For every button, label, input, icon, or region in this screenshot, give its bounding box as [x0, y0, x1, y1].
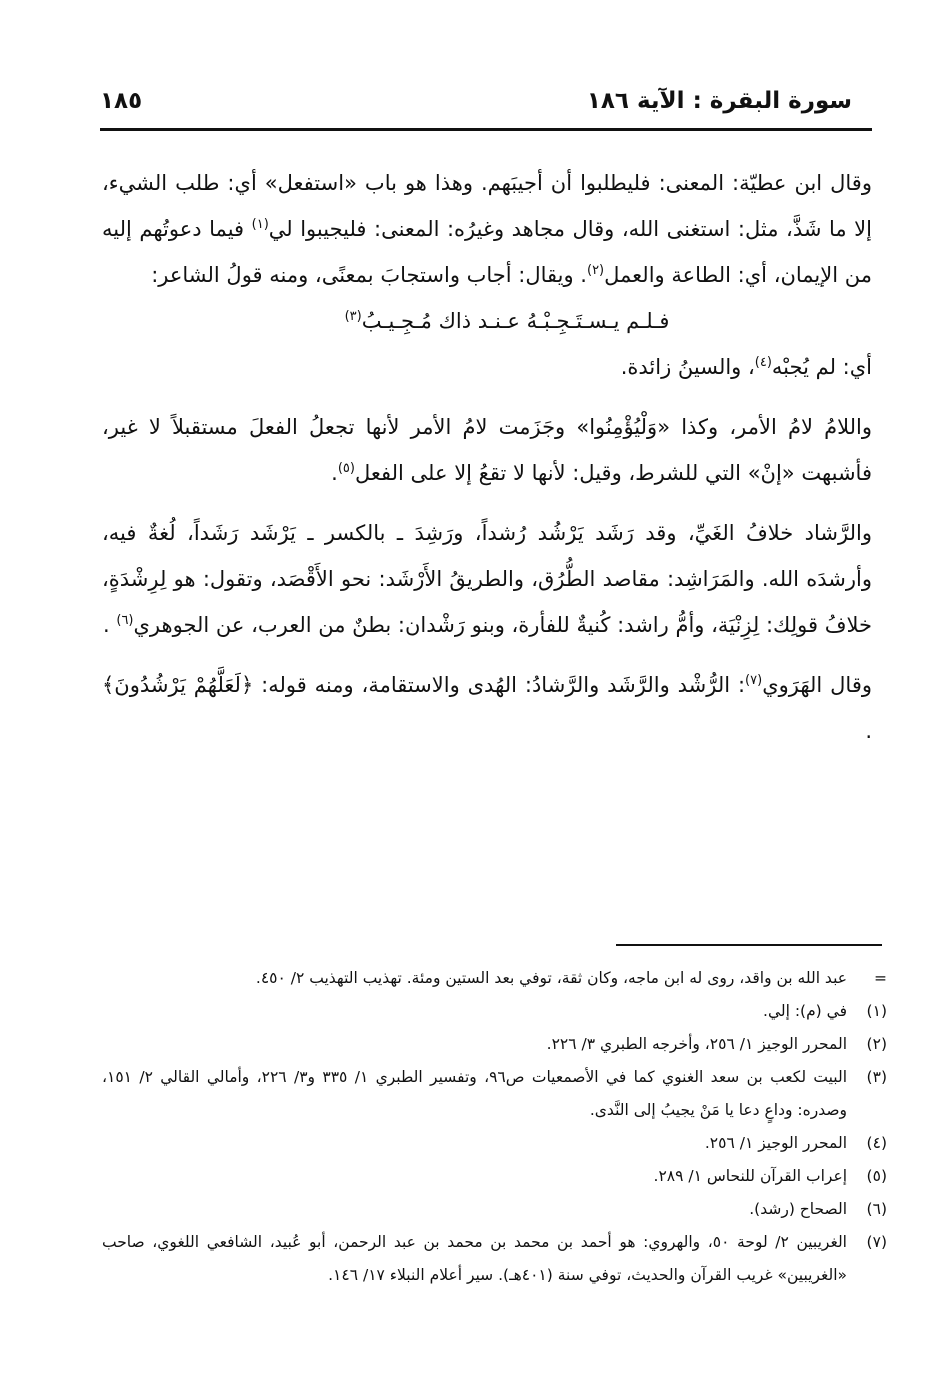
footnote-ref: (٤): [754, 355, 772, 370]
footnote-item: [102, 1028, 887, 1061]
footnote-item: [102, 995, 887, 1028]
paragraph-text: والرَّشاد خلافُ الغَيِّ، وقد رَشَد يَرْشُد رُشداً، ورَشِدَ ـ بالكسر ـ يَرْشَد رَشَداً، لُغةٌ فيه، وأرشدَه الله. والمَرَاشِد: مقاصد الطُّرُق، والطريقُ الأَرْشَد: نحو الأَقْصَد، وتقول: هو لِرِشْدَةٍ، خلافُ قولِك: لِزِنْيَة، وأمُّ راشد: كُنيةٌ للفأرة، وبنو رَشْدان: بطنٌ من العرب، عن الجوهري: [102, 521, 872, 637]
footnote-ref: (٧): [745, 673, 763, 688]
footnote-mark: (٣): [866, 1068, 887, 1086]
footnote-item: [102, 1127, 887, 1160]
footnote-item: [102, 1061, 887, 1127]
footnote-mark: (٦): [866, 1200, 887, 1218]
footnote-ref: (١): [251, 217, 269, 232]
footnote-ref: (٦): [116, 613, 134, 628]
verse-text: فـلـم يـسـتَـجِـبْـهُ عـنـد ذاك مُـجِـيـبُ: [361, 309, 670, 333]
paragraph-ibn-atiyya: [102, 160, 872, 298]
footnote-ref: (٢): [586, 263, 605, 278]
paragraph-text: .: [103, 613, 117, 637]
paragraph-harawi: [102, 662, 872, 754]
paragraph-text: أي: لم يُجبْه: [771, 355, 872, 379]
footnote-text: عبد الله بن واقد، روى له ابن ماجه، وكان ثقة، توفي بعد الستين ومئة. تهذيب التهذيب ٢/ ٤٥٠.: [255, 969, 847, 987]
paragraph-text: .: [331, 461, 338, 485]
footnote-text: إعراب القرآن للنحاس ١/ ٢٨٩.: [653, 1167, 847, 1185]
footnote-item: [102, 1193, 887, 1226]
header-rule: [100, 128, 872, 131]
footnote-text: في (م): إلي.: [763, 1002, 847, 1020]
footnote-ref: (٣): [344, 309, 362, 324]
footnote-mark: (١): [866, 1002, 887, 1020]
footnote-mark: (٧): [866, 1233, 887, 1251]
paragraph-lam-yujibhu: [102, 344, 872, 390]
footnote-ref: (٥): [337, 461, 355, 476]
footnote-separator: [616, 944, 882, 946]
paragraph-lam-al-amr: [102, 404, 872, 496]
paragraph-text: فيما دعوتُهم إليه من الإيمان، أي: الطاعة والعمل: [102, 217, 872, 287]
surah-title: سورة البقرة : الآية ١٨٦: [586, 88, 852, 114]
paragraph-text: ، والسينُ زائدة.: [620, 355, 755, 379]
footnote-text: الغريبين ٢/ لوحة ٥٠، والهروي: هو أحمد بن محمد بن محمد بن عبد الرحمن، أبو عُبيد، الشافعي اللغوي، صاحب «الغريبين» غريب القرآن والحديث، توفي سنة (٤٠١هـ). سير أعلام النبلاء ١٧/ ١٤٦.: [102, 1233, 847, 1284]
footnote-item: [102, 1160, 887, 1193]
footnotes: [102, 962, 887, 1292]
footnote-item: [102, 1226, 887, 1292]
paragraph-text: : الرُّشْد والرَّشَد والرَّشادُ: الهُدى والاستقامة، ومنه قوله: ﴿لَعَلَّهُمْ يَرْشُدُونَ﴾ .: [102, 673, 872, 743]
main-text: [102, 160, 872, 754]
footnote-mark: (٤): [866, 1134, 887, 1152]
footnote-text: الصحاح (رشد).: [749, 1200, 847, 1218]
footnote-text: المحرر الوجيز ١/ ٢٥٦، وأخرجه الطبري ٣/ ٢٢٦.: [546, 1035, 847, 1053]
paragraph-text: وقال ابن عطيّة: المعنى: فليطلبوا أن أجيبَهم. وهذا هو باب «استفعل» أي: طلب الشيء، إلا ما شَذَّ، مثل: استغنى الله، وقال مجاهد وغيرُه: المعنى: فليجيبوا لي: [102, 171, 872, 241]
running-header: [100, 86, 852, 126]
footnote-mark: =: [874, 969, 887, 987]
footnote-text: المحرر الوجيز ١/ ٢٥٦.: [704, 1134, 847, 1152]
footnote-mark: (٥): [866, 1167, 887, 1185]
page-number: ١٨٥: [100, 88, 143, 114]
paragraph-text: . ويقال: أجاب واستجابَ بمعنًى، ومنه قولُ الشاعر:: [151, 263, 587, 287]
paragraph-text: وقال الهَرَوي: [762, 673, 872, 697]
paragraph-rashad: [102, 510, 872, 648]
footnote-item: [102, 962, 887, 995]
footnote-text: البيت لكعب بن سعد الغنوي كما في الأصمعيات ص٩٦، وتفسير الطبري ١/ ٣٣٥ و٣/ ٢٢٦، وأمالي القالي ٢/ ١٥١، وصدره: وداعٍ دعا يا مَنْ يجيبُ إلى النَّدى.: [102, 1068, 848, 1119]
paragraph-text: واللامُ لامُ الأمر، وكذا «وَلْيُؤْمِنُوا» وجَزَمت لامُ الأمر لأنها تجعلُ الفعلَ مستقبلاً لا غير، فأشبهت «إنْ» التي للشرط، وقيل: لأنها لا تقعُ إلا على الفعل: [102, 415, 872, 485]
poetry-verse: [102, 298, 872, 344]
footnote-mark: (٢): [866, 1035, 887, 1053]
